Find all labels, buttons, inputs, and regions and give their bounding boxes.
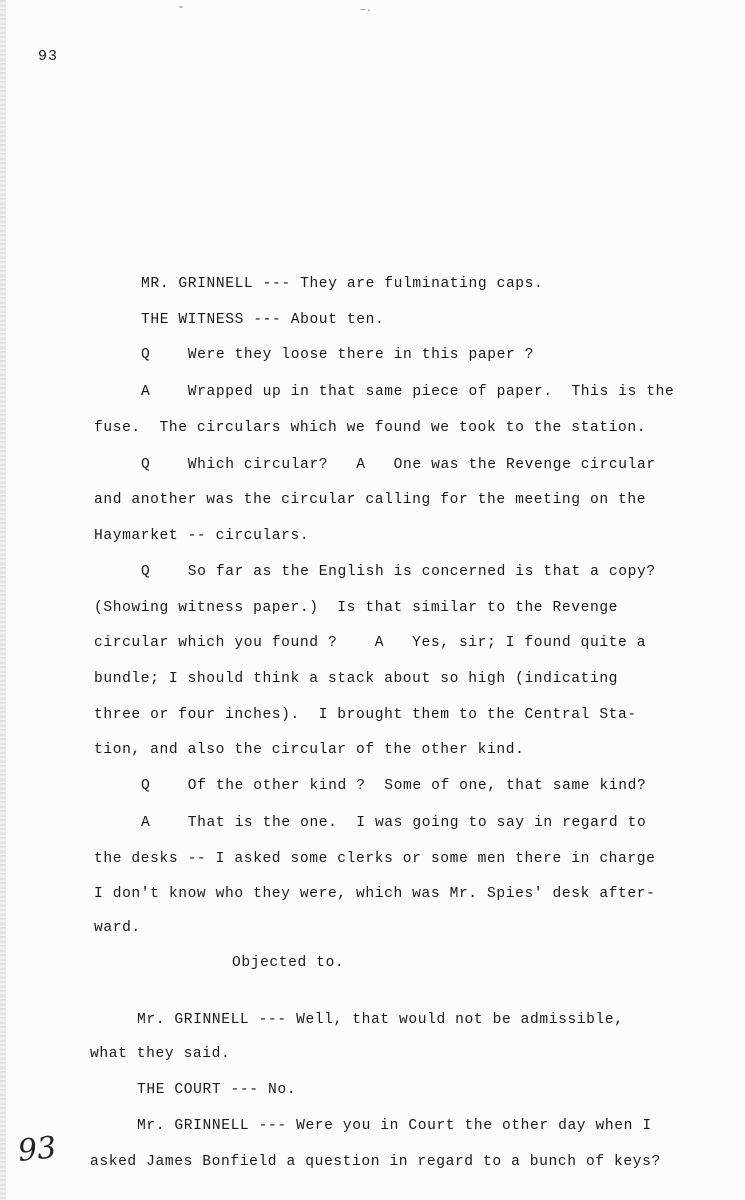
text-line: Mr. GRINNELL --- Well, that would not be admissible, xyxy=(137,1012,624,1028)
text-line: tion, and also the circular of the other kind. xyxy=(94,742,525,758)
page-number: 93 xyxy=(38,48,59,65)
text-line: bundle; I should think a stack about so high (indicating xyxy=(94,671,619,687)
scan-mark: ⁼ xyxy=(178,5,185,16)
text-line: three or four inches). I brought them to the Central Sta- xyxy=(94,707,637,723)
text-line: A That is the one. I was going to say in regard to xyxy=(141,815,647,831)
text-line: and another was the circular calling for the meeting on the xyxy=(94,492,647,508)
scan-mark: ~· xyxy=(360,6,373,17)
text-line: Q Of the other kind ? Some of one, that same kind? xyxy=(141,778,647,794)
text-line: ward. xyxy=(94,920,141,936)
text-line: asked James Bonfield a question in regard to a bunch of keys? xyxy=(90,1154,661,1170)
text-line: A Wrapped up in that same piece of paper. This is the xyxy=(141,384,675,400)
text-line: Q Were they loose there in this paper ? xyxy=(141,347,535,363)
text-line: Q So far as the English is concerned is that a copy? xyxy=(141,564,656,580)
text-line: THE WITNESS --- About ten. xyxy=(141,312,385,328)
text-line: Haymarket -- circulars. xyxy=(94,528,310,544)
text-line: MR. GRINNELL --- They are fulminating caps. xyxy=(141,276,544,292)
text-line: fuse. The circulars which we found we took to the station. xyxy=(94,420,647,436)
text-line: circular which you found ? A Yes, sir; I found quite a xyxy=(94,635,647,651)
text-line: the desks -- I asked some clerks or some men there in charge xyxy=(94,851,656,867)
text-line: (Showing witness paper.) Is that similar to the Revenge xyxy=(94,600,619,616)
objection-note: Objected to. xyxy=(232,955,345,971)
text-line: what they said. xyxy=(90,1046,231,1062)
binding-edge xyxy=(0,0,6,1200)
text-line: I don't know who they were, which was Mr. Spies' desk after- xyxy=(94,886,656,902)
handwritten-page-number: 93 xyxy=(16,1130,58,1169)
text-line: Q Which circular? A One was the Revenge circular xyxy=(141,457,656,473)
text-line: Mr. GRINNELL --- Were you in Court the other day when I xyxy=(137,1118,652,1134)
text-line: THE COURT --- No. xyxy=(137,1082,297,1098)
